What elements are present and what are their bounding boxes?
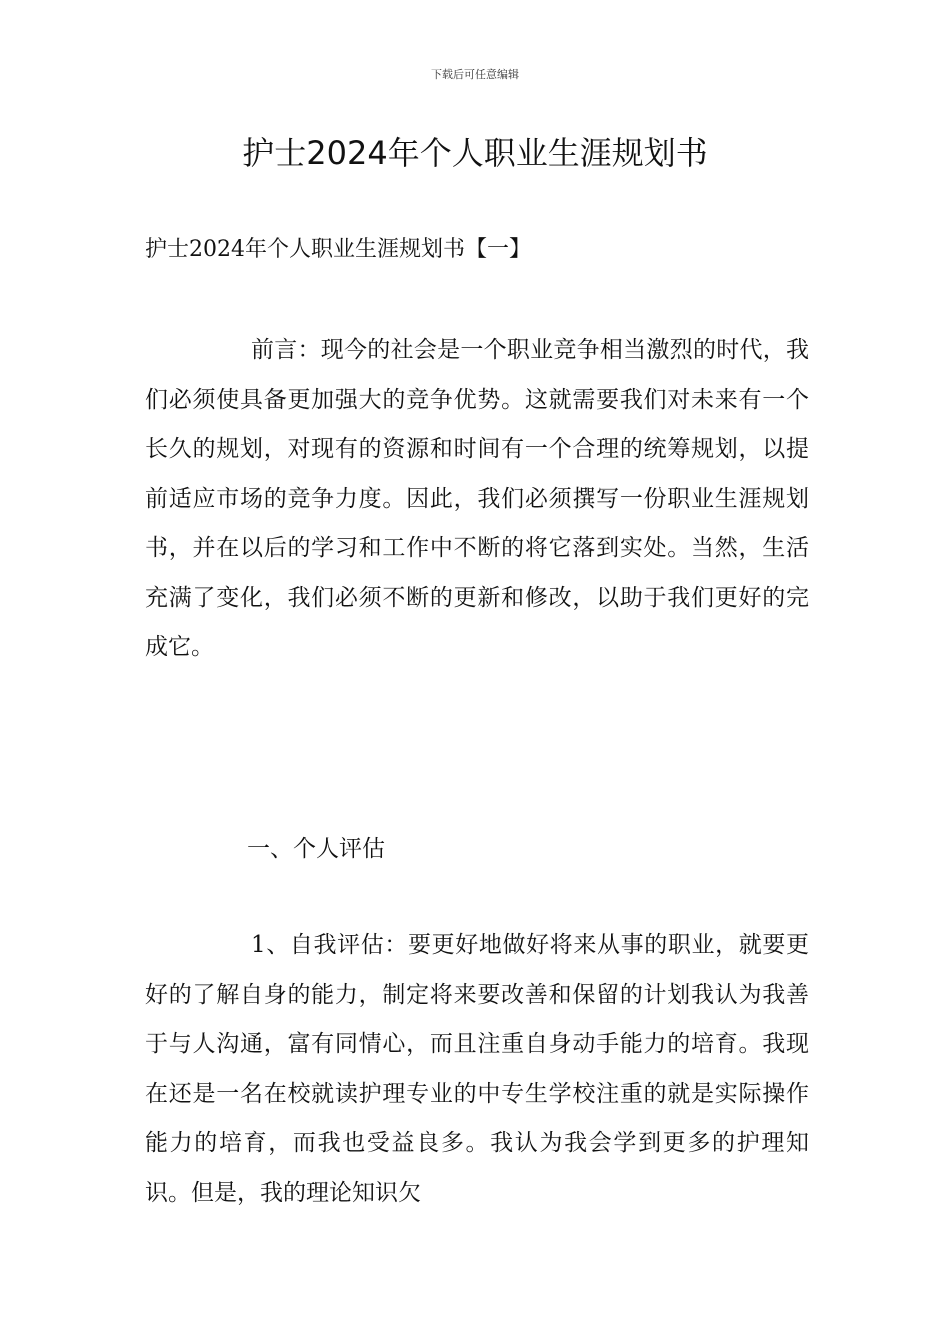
document-title: 护士2024年个人职业生涯规划书 (242, 134, 708, 172)
header-note: 下载后可任意编辑 (431, 68, 519, 81)
section-heading-personal-assessment: 一、个人评估 (247, 836, 385, 862)
self-assessment-paragraph: 1、自我评估：要更好地做好将来从事的职业，就要更好的了解自身的能力，制定将来要改善和保留的计划我认为我善于与人沟通，富有同情心，而且注重自身动手能力的培育。我现在还是一名在校就读护理专业的中专生学校注重的就是实际操作能力的培育，而我也受益良多。我认为我会学到更多的护理知识。但是，我的理论知识欠 (145, 932, 809, 1206)
preface-paragraph: 前言：现今的社会是一个职业竞争相当激烈的时代，我们必须使具备更加强大的竞争优势。这就需要我们对未来有一个长久的规划，对现有的资源和时间有一个合理的统筹规划，以提前适应市场的竞争力度。因此，我们必须撰写一份职业生涯规划书，并在以后的学习和工作中不断的将它落到实处。当然，生活充满了变化，我们必须不断的更新和修改，以助于我们更好的完成它。 (145, 337, 809, 660)
document-subtitle: 护士2024年个人职业生涯规划书【一】 (145, 237, 531, 262)
